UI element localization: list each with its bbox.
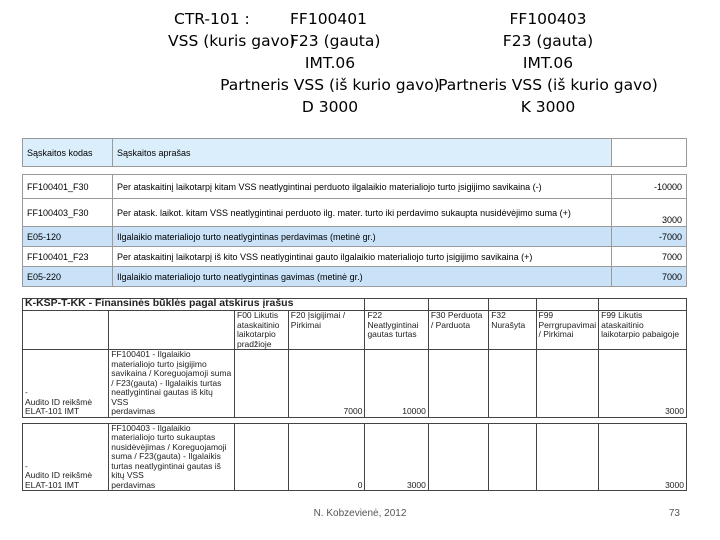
row-desc: Per ataskaitinį laikotarpį kitam VSS neatlygintinai perduoto ilgalaikio materialiojo turto įsigijimo savikaina (-): [112, 175, 611, 199]
col-f20: F20 Įsigijimai / Pirkimai: [288, 311, 365, 350]
table-row: [23, 199, 687, 227]
col-f99b: F99 Likutis ataskaitinio laikotarpio pabaigoje: [599, 311, 687, 350]
row-value: -10000: [612, 175, 687, 199]
table-row: [23, 175, 687, 199]
header-col2-account: FF100403: [509, 10, 587, 28]
section-value: [536, 423, 599, 491]
section-value: 0: [288, 423, 365, 491]
header-col1-amount: D 3000: [301, 98, 359, 116]
section-value: [536, 350, 599, 418]
section-value: [235, 350, 289, 418]
section-desc: FF100403 - Ilgalaikio materialiojo turto sukauptas nusidėvėjimas / Koreguojamoji suma / F23(gauta) - Ilgalaikis turtas neatlygintinai gautas iš kitų VSS: [111, 422, 227, 480]
report-title-row: [23, 299, 687, 311]
section-elat: ELAT-101 IMT: [25, 406, 80, 416]
row-value: 3000: [612, 199, 687, 227]
page-number: 73: [668, 508, 680, 519]
section-audit: Audito ID reikšmė: [25, 470, 93, 480]
section-value: 3000: [599, 423, 687, 491]
header-col1-type: F23 (gauta): [290, 32, 381, 50]
row-code: FF100401_F30: [23, 175, 113, 199]
header-col2-amount: K 3000: [520, 98, 576, 116]
header-col2-type: F23 (gauta): [502, 32, 594, 50]
row-desc: Ilgalaikio materialiojo turto neatlygintinas perdavimas (metinė gr.): [112, 227, 611, 247]
section-value: 3000: [365, 423, 428, 491]
row-code: E05-120: [23, 227, 113, 247]
account-table-header: [23, 139, 687, 167]
col-f22: F22 Neatlygintinai gautas turtas: [365, 311, 428, 350]
row-code: FF100403_F30: [23, 199, 113, 227]
section-dash: -: [25, 387, 28, 397]
col-f99a: F99 Perrgrupavimai / Pirkimai: [536, 311, 599, 350]
section-elat: ELAT-101 IMT: [25, 479, 80, 490]
table-row: [23, 267, 687, 287]
col-f32: F32 Nurašyta: [489, 311, 536, 350]
section-value: [428, 423, 488, 491]
section-desc: FF100401 - Ilgalaikio materialiojo turto įsigijimo savikaina / Koreguojamoji suma / F23(gauta) - Ilgalaikis turtas neatlygintinai gautas iš kitų VSS: [111, 349, 232, 407]
header-account-desc: Sąskaitos aprašas: [112, 139, 611, 167]
section-value: [489, 350, 536, 418]
spacer-row: [23, 167, 687, 175]
row-value: -7000: [612, 227, 687, 247]
section-dash: -: [25, 460, 28, 471]
header-col1-imt: IMT.06: [304, 54, 356, 72]
row-desc: Per ataskaitinį laikotarpį iš kito VSS neatlygintinai gauto ilgalaikio materialiojo turto įsigijimo savikaina (+): [112, 247, 611, 267]
header-account-value: [612, 139, 687, 167]
col-f00: F00 Likutis ataskaitinio laikotarpio pradžioje: [235, 311, 289, 350]
header-vss-label: VSS (kuris gavo): [168, 32, 296, 50]
account-table: [22, 138, 687, 287]
section-value: [235, 423, 289, 491]
section-audit: Audito ID reikšmė: [25, 396, 93, 407]
header-col1: [220, 8, 440, 118]
section-value: [428, 350, 488, 418]
row-desc: Ilgalaikio materialiojo turto neatlygintinas gavimas (metinė gr.): [112, 267, 611, 287]
header-ctr-label: CTR-101 :: [174, 10, 250, 28]
report-section: [23, 350, 687, 418]
report-table: [22, 298, 687, 491]
col-f30: F30 Perduota / Parduota: [428, 311, 488, 350]
section-name2: perdavimas: [111, 479, 156, 490]
report-header-row: [23, 311, 687, 350]
header-col1-account: FF100401: [290, 10, 368, 28]
row-desc: Per atask. laikot. kitam VSS neatlygintinai perduoto ilg. mater. turto iki perdavimo sukaupta nusidėvėjimo suma (+): [112, 199, 611, 227]
row-value: 7000: [612, 247, 687, 267]
row-code: FF100401_F23: [23, 247, 113, 267]
section-value: 7000: [288, 350, 365, 418]
row-code: E05-220: [23, 267, 113, 287]
footer-author: N. Kobzevienė, 2012: [313, 508, 407, 519]
report-title: K-KSP-T-KK - Finansinės būklės pagal atskirus įrašus: [23, 299, 365, 311]
row-value: 7000: [612, 267, 687, 287]
section-name2: perdavimas: [111, 406, 156, 416]
table-row: [23, 247, 687, 267]
report-section: [23, 423, 687, 491]
section-value: 3000: [599, 350, 687, 418]
section-value: 10000: [365, 350, 428, 418]
table-row: [23, 227, 687, 247]
header-col2: [438, 8, 658, 118]
header-col2-imt: IMT.06: [522, 54, 574, 72]
section-value: [489, 423, 536, 491]
header-col2-partner: Partneris VSS (iš kurio gavo): [438, 76, 658, 94]
header-col1-partner: Partneris VSS (iš kurio gavo): [220, 76, 440, 94]
header-account-code: Sąskaitos kodas: [23, 139, 113, 167]
